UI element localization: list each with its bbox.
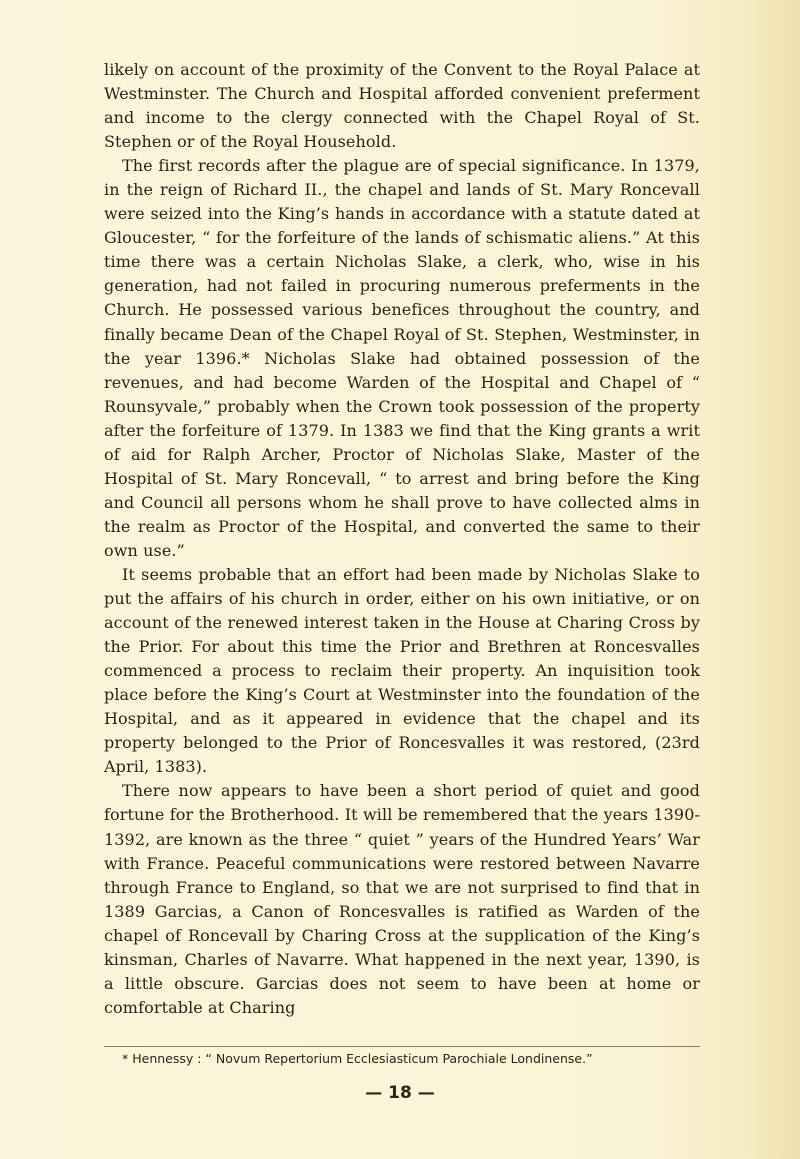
paragraph-2: The first records after the plague are of special significance. In 1379, in the reign of Richard II., the chapel and lands of St. Mary Roncevall were seized into the King’s hands in accordance with a statute dated at Gloucester, “ for the forfeiture of the lands of schismatic aliens.” At this time there was a certain Nicholas Slake, a clerk, who, wise in his generation, had not failed in procuring numerous preferments in the Church. He possessed various benefices throughout the country, and finally became Dean of the Chapel Royal of St. Stephen, Westminster, in the year 1396.* Nicholas Slake had obtained possession of the revenues, and had become Warden of the Hospital and Chapel of “ Rounsyvale,” probably when the Crown took possession of the property after the forfeiture of 1379. In 1383 we find that the King grants a writ of aid for Ralph Archer, Proctor of Nicholas Slake, Master of the Hospital of St. Mary Roncevall, “ to arrest and bring before the King and Council all persons whom he shall prove to have collected alms in the realm as Proctor of the Hospital, and converted the same to their own use.” bbox=[104, 156, 700, 560]
paragraph-4: There now appears to have been a short period of quiet and good fortune for the Brotherhood. It will be remembered that the years 1390-1392, are known as the three “ quiet ” years of the Hundred Years’ War with France. Peaceful communications were restored between Navarre through France to England, so that we are not surprised to find that in 1389 Garcias, a Canon of Roncesvalles is ratified as Warden of the chapel of Roncevall by Charing Cross at the supplication of the King’s kinsman, Charles of Navarre. What happened in the next year, 1390, is a little obscure. Garcias does not seem to have been at home or comfortable at Charing bbox=[104, 781, 700, 1017]
page-number: — 18 — bbox=[365, 1083, 435, 1103]
paragraph-1: likely on account of the proximity of the Convent to the Royal Palace at Westminster. The Church and Hospital afforded convenient preferment and income to the clergy connected with the Chapel Royal of St. Stephen or of the Royal Household. bbox=[104, 60, 700, 152]
paragraph-3: It seems probable that an effort had been made by Nicholas Slake to put the affairs of his church in order, either on his own initiative, or on account of the renewed interest taken in the House at Charing Cross by the Prior. For about this time the Prior and Brethren at Roncesvalles commenced a process to reclaim their property. An inquisition took place before the King’s Court at Westminster into the foundation of the Hospital, and as it appeared in evidence that the chapel and its property belonged to the Prior of Roncesvalles it was restored, (23rd April, 1383). bbox=[104, 564, 700, 777]
footnote: * Hennessy : “ Novum Repertorium Ecclesiasticum Parochiale Londinense.” bbox=[122, 1051, 593, 1066]
body-text bbox=[104, 58, 700, 1020]
footnote-divider bbox=[104, 1046, 700, 1047]
